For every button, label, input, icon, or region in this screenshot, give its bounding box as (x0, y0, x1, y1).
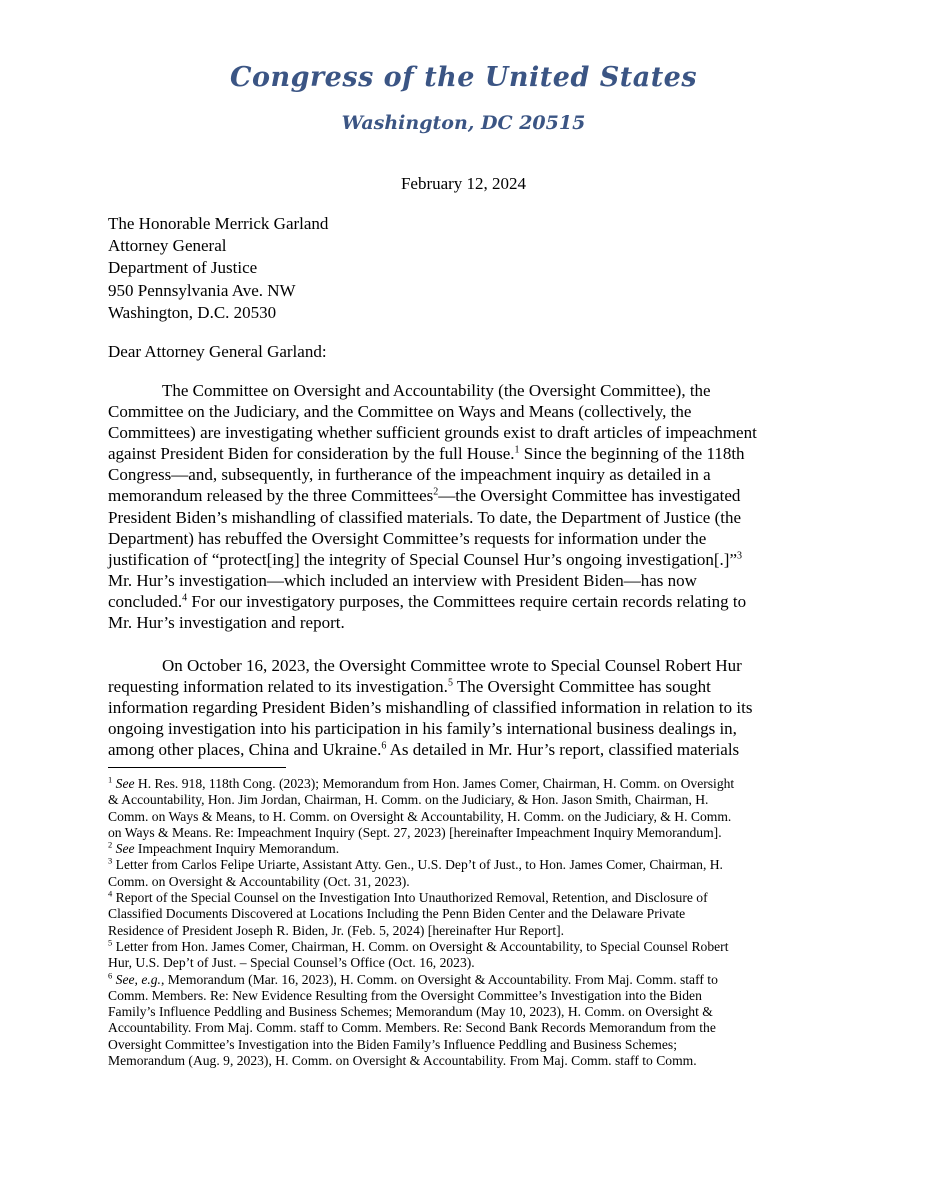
body-paragraph-1 (108, 380, 820, 633)
paragraph-line: The Committee on Oversight and Accountability (the Oversight Committee), the (162, 381, 711, 400)
footnote-number: 4 (108, 888, 113, 899)
address-line: Attorney General (108, 236, 227, 256)
address-line: 950 Pennsylvania Ave. NW (108, 280, 296, 300)
text-run: Impeachment Inquiry Memorandum. (134, 841, 340, 857)
footnote-line: Residence of President Joseph R. Biden, Jr. (Feb. 5, 2024) [hereinafter Hur Report]. (108, 922, 565, 938)
text-run: The Oversight Committee has sought (452, 677, 711, 697)
signal-word: See, e.g. (115, 971, 161, 987)
text-run: Letter from Hon. James Comer, Chairman, H. Comm. on Oversight & Accountability, to Special Counsel Robert (112, 938, 729, 954)
text-run: , Memorandum (Mar. 16, 2023), H. Comm. on Oversight & Accountability. From Maj. Comm. staff to (160, 971, 718, 987)
letterhead-city: Washington, DC 20515 (341, 112, 586, 134)
footnote-line: on Ways & Means. Re: Impeachment Inquiry (Sept. 27, 2023) [hereinafter Impeachment Inquiry Memorandum]. (108, 824, 722, 840)
footnote-2 (108, 841, 820, 857)
paragraph-line: Mr. Hur’s investigation—which included an interview with President Biden—has now (108, 570, 697, 590)
paragraph-line (108, 549, 820, 570)
footnote-number: 2 (108, 839, 113, 850)
signal-word: See (115, 776, 135, 791)
text-run: H. Res. 918, 118th Cong. (2023); Memorandum from Hon. James Comer, Chairman, H. Comm. on Oversight (134, 776, 735, 791)
paragraph-line: Department) has rebuffed the Oversight Committee’s requests for information under the (108, 528, 707, 548)
paragraph-line (108, 485, 820, 506)
footnote-line: Family’s Influence Peddling and Business Schemes; Memorandum (May 10, 2023), H. Comm. on Oversight & (108, 1004, 713, 1020)
letter-date: February 12, 2024 (400, 174, 527, 193)
text-run: Report of the Special Counsel on the Investigation Into Unauthorized Removal, Retention, and Disclosure of (112, 890, 708, 906)
address-line: Department of Justice (108, 258, 258, 278)
footnote-4 (108, 890, 820, 906)
body-paragraph-2 (108, 655, 820, 760)
footnote-line: Comm. on Ways & Means, to H. Comm. on Oversight & Accountability, H. Comm. on the Judiciary, & H. Comm. (108, 808, 732, 824)
text-run: For our investigatory purposes, the Committees require certain records relating to (187, 591, 747, 611)
footnote-separator (108, 767, 286, 768)
text-run: Letter from Carlos Felipe Uriarte, Assistant Atty. Gen., U.S. Dep’t of Just., to Hon. James Comer, Chairman, H. (112, 857, 723, 873)
text-run: —the Oversight Committee has investigated (438, 486, 741, 506)
paragraph-line (108, 591, 820, 612)
text-run: requesting information related to its investigation. (108, 677, 448, 697)
footnotes (108, 776, 820, 1069)
paragraph-line: Committee on the Judiciary, and the Committee on Ways and Means (collectively, the (108, 402, 692, 422)
letterhead-title: Congress of the United States (229, 62, 698, 93)
text-run: memorandum released by the three Committees (108, 486, 434, 506)
footnote-ref[interactable]: 4 (182, 592, 188, 604)
paragraph-line: ongoing investigation into his participation in his family’s international business dealings in, (108, 719, 737, 739)
paragraph-line: Mr. Hur’s investigation and report. (108, 613, 345, 633)
text-run: among other places, China and Ukraine. (108, 740, 382, 760)
paragraph-line: On October 16, 2023, the Oversight Committee wrote to Special Counsel Robert Hur (162, 656, 742, 675)
footnote-number: 1 (108, 774, 113, 785)
footnote-line: & Accountability, Hon. Jim Jordan, Chairman, H. Comm. on the Judiciary, & Hon. Jason Smith, Chairman, H. (108, 792, 709, 808)
footnote-line: Classified Documents Discovered at Locations Including the Penn Biden Center and the Delaware Private (108, 906, 686, 922)
paragraph-line: Congress—and, subsequently, in furtherance of the impeachment inquiry as detailed in a (108, 465, 711, 485)
footnote-ref[interactable]: 5 (447, 677, 453, 689)
footnote-3 (108, 857, 820, 873)
footnote-5 (108, 939, 820, 955)
text-run: justification of “protect[ing] the integrity of Special Counsel Hur’s ongoing investigation[.]” (108, 549, 738, 569)
footnote-line: Accountability. From Maj. Comm. staff to Comm. Members. Re: Second Bank Records Memorandum from the (108, 1020, 716, 1036)
paragraph-line: President Biden’s mishandling of classified materials. To date, the Department of Justice (the (108, 507, 742, 527)
text-run: against President Biden for consideration by the full House. (108, 444, 515, 464)
footnote-ref[interactable]: 2 (433, 486, 439, 498)
text-run: As detailed in Mr. Hur’s report, classified materials (386, 740, 740, 760)
paragraph-line: Committees) are investigating whether sufficient grounds exist to draft articles of impeachment (108, 423, 757, 443)
text-run: Since the beginning of the 118th (519, 444, 745, 464)
footnote-number: 5 (108, 937, 113, 948)
address-line: Washington, D.C. 20530 (108, 302, 277, 322)
footnote-line: Comm. on Oversight & Accountability (Oct. 31, 2023). (108, 873, 410, 889)
footnote-ref[interactable]: 1 (514, 444, 520, 456)
paragraph-line (108, 676, 820, 697)
address-line: The Honorable Merrick Garland (108, 214, 329, 233)
footnote-line: Comm. Members. Re: New Evidence Resulting from the Oversight Committee’s Investigation into the Biden (108, 987, 702, 1003)
salutation: Dear Attorney General Garland: (108, 342, 327, 361)
paragraph-line (108, 443, 820, 464)
paragraph-line (108, 739, 820, 760)
footnote-6 (108, 972, 820, 988)
footnote-1 (108, 776, 820, 792)
footnote-line: Hur, U.S. Dep’t of Just. – Special Counsel’s Office (Oct. 16, 2023). (108, 955, 475, 971)
recipient-address (108, 213, 328, 324)
footnote-number: 3 (108, 855, 113, 866)
footnote-ref[interactable]: 6 (381, 740, 387, 752)
paragraph-line: information regarding President Biden’s mishandling of classified information in relation to its (108, 698, 753, 718)
footnote-number: 6 (108, 970, 113, 981)
signal-word: See (115, 841, 135, 857)
text-run: concluded. (108, 591, 183, 611)
footnote-line: Memorandum (Aug. 9, 2023), H. Comm. on Oversight & Accountability. From Maj. Comm. staff to Comm. (108, 1053, 697, 1069)
footnote-line: Oversight Committee’s Investigation into the Biden Family’s Influence Peddling and Business Schemes; (108, 1036, 677, 1052)
footnote-ref[interactable]: 3 (737, 550, 743, 562)
